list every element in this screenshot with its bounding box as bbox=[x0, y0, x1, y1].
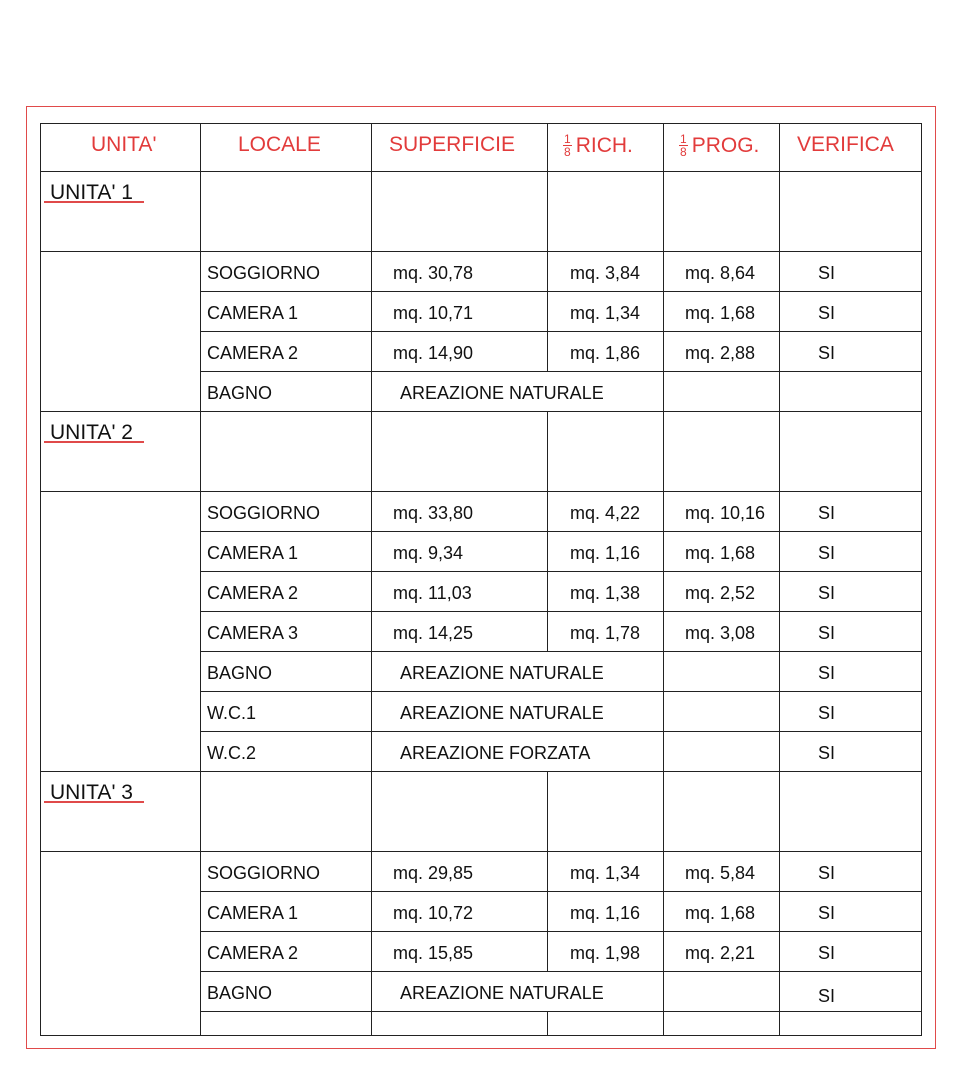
cell-verifica: SI bbox=[818, 623, 836, 643]
grid-line bbox=[779, 1011, 780, 1036]
grid-line bbox=[200, 971, 922, 972]
grid-line bbox=[200, 931, 922, 932]
grid-line bbox=[779, 891, 780, 931]
grid-line bbox=[663, 291, 664, 331]
grid-line bbox=[40, 251, 922, 252]
grid-line bbox=[371, 251, 372, 291]
cell-prog: mq. 1,68 bbox=[685, 903, 756, 923]
grid-line bbox=[200, 731, 922, 732]
cell-superficie: mq. 9,34 bbox=[393, 543, 464, 563]
grid-line bbox=[371, 691, 372, 731]
cell-rich: mq. 1,34 bbox=[570, 303, 641, 323]
cell-rich: mq. 4,22 bbox=[570, 503, 641, 523]
cell-prog: mq. 2,52 bbox=[685, 583, 756, 603]
grid-line bbox=[663, 571, 664, 611]
grid-line bbox=[200, 651, 201, 691]
header-verifica: VERIFICA bbox=[797, 133, 894, 156]
cell-prog: mq. 1,68 bbox=[685, 543, 756, 563]
grid-line bbox=[200, 1011, 922, 1012]
cell-locale: BAGNO bbox=[207, 663, 273, 683]
cell-superficie: mq. 10,72 bbox=[393, 903, 474, 923]
cell-rich: mq. 1,98 bbox=[570, 943, 641, 963]
cell-note: AREAZIONE NATURALE bbox=[400, 703, 604, 723]
cell-verifica: SI bbox=[818, 703, 836, 723]
cell-verifica: SI bbox=[818, 543, 836, 563]
grid-line bbox=[663, 931, 664, 971]
grid-line bbox=[200, 891, 201, 931]
grid-line bbox=[200, 291, 201, 331]
grid-line bbox=[547, 251, 548, 291]
grid-line bbox=[663, 691, 664, 731]
grid-line bbox=[547, 123, 548, 171]
grid-line bbox=[40, 851, 922, 852]
unit-label: UNITA' 3 bbox=[50, 781, 133, 804]
cell-note: AREAZIONE NATURALE bbox=[400, 983, 604, 1003]
grid-line bbox=[371, 771, 372, 851]
header-prog: $\frac{1}{8}$ PROG. bbox=[680, 132, 760, 159]
grid-line bbox=[547, 491, 548, 531]
grid-line bbox=[371, 891, 372, 931]
cell-note: AREAZIONE FORZATA bbox=[400, 743, 591, 763]
grid-line bbox=[200, 611, 201, 651]
grid-line bbox=[40, 171, 922, 172]
cell-rich: mq. 3,84 bbox=[570, 263, 641, 283]
cell-locale: BAGNO bbox=[207, 983, 273, 1003]
grid-line bbox=[371, 123, 372, 171]
header-rich: $\frac{1}{8}$ RICH. bbox=[564, 132, 633, 159]
grid-line bbox=[663, 611, 664, 651]
grid-line bbox=[40, 491, 922, 492]
cell-superficie: mq. 15,85 bbox=[393, 943, 474, 963]
grid-line bbox=[547, 891, 548, 931]
fraction-one-eighth: $\frac{1}{8}$ bbox=[564, 132, 571, 159]
cell-locale: CAMERA 1 bbox=[207, 903, 299, 923]
cell-locale: CAMERA 2 bbox=[207, 583, 299, 603]
grid-line bbox=[663, 171, 664, 251]
grid-line bbox=[200, 571, 201, 611]
cell-verifica: SI bbox=[818, 263, 836, 283]
grid-line bbox=[779, 571, 780, 611]
cell-verifica: SI bbox=[818, 503, 836, 523]
cell-verifica: SI bbox=[818, 986, 836, 1006]
cell-superficie: mq. 30,78 bbox=[393, 263, 474, 283]
cell-locale: CAMERA 3 bbox=[207, 623, 299, 643]
grid-line bbox=[663, 123, 664, 171]
grid-line bbox=[371, 651, 372, 691]
grid-line bbox=[663, 1011, 664, 1036]
unit-label-underline bbox=[44, 201, 144, 203]
cell-prog: mq. 1,68 bbox=[685, 303, 756, 323]
verification-table bbox=[40, 123, 922, 1036]
grid-line bbox=[371, 1011, 372, 1036]
grid-line bbox=[200, 491, 201, 531]
cell-locale: W.C.2 bbox=[207, 743, 257, 763]
grid-line bbox=[779, 971, 780, 1011]
cell-rich: mq. 1,16 bbox=[570, 543, 641, 563]
grid-line bbox=[779, 411, 780, 491]
cell-locale: SOGGIORNO bbox=[207, 503, 321, 523]
grid-line bbox=[547, 611, 548, 651]
grid-line bbox=[547, 1011, 548, 1036]
grid-line bbox=[200, 771, 201, 851]
grid-line bbox=[779, 123, 780, 171]
cell-superficie: mq. 10,71 bbox=[393, 303, 474, 323]
unit-label-underline bbox=[44, 801, 144, 803]
grid-line bbox=[371, 291, 372, 331]
grid-line bbox=[663, 651, 664, 691]
fraction-one-eighth: $\frac{1}{8}$ bbox=[680, 132, 687, 159]
grid-line bbox=[663, 851, 664, 891]
grid-line bbox=[371, 931, 372, 971]
cell-prog: mq. 8,64 bbox=[685, 263, 756, 283]
grid-line bbox=[547, 291, 548, 331]
grid-line bbox=[779, 331, 780, 371]
grid-line bbox=[371, 531, 372, 571]
cell-locale: CAMERA 2 bbox=[207, 343, 299, 363]
grid-line bbox=[779, 611, 780, 651]
grid-line bbox=[779, 171, 780, 251]
grid-line bbox=[663, 251, 664, 291]
cell-rich: mq. 1,34 bbox=[570, 863, 641, 883]
grid-line bbox=[371, 611, 372, 651]
grid-line bbox=[547, 851, 548, 891]
grid-line bbox=[200, 123, 201, 171]
cell-superficie: mq. 14,25 bbox=[393, 623, 474, 643]
grid-line bbox=[200, 331, 922, 332]
cell-verifica: SI bbox=[818, 943, 836, 963]
grid-line bbox=[779, 691, 780, 731]
cell-locale: SOGGIORNO bbox=[207, 863, 321, 883]
grid-line bbox=[371, 571, 372, 611]
grid-line bbox=[200, 371, 201, 411]
cell-verifica: SI bbox=[818, 903, 836, 923]
cell-locale: CAMERA 1 bbox=[207, 543, 299, 563]
cell-locale: BAGNO bbox=[207, 383, 273, 403]
cell-superficie: mq. 14,90 bbox=[393, 343, 474, 363]
grid-line bbox=[200, 731, 201, 771]
grid-line bbox=[200, 531, 201, 571]
cell-rich: mq. 1,16 bbox=[570, 903, 641, 923]
cell-superficie: mq. 29,85 bbox=[393, 863, 474, 883]
cell-verifica: SI bbox=[818, 343, 836, 363]
grid-line bbox=[663, 411, 664, 491]
grid-line bbox=[547, 771, 548, 851]
cell-prog: mq. 10,16 bbox=[685, 503, 766, 523]
grid-line bbox=[200, 291, 922, 292]
grid-line bbox=[779, 491, 780, 531]
grid-line bbox=[200, 331, 201, 371]
grid-line bbox=[547, 171, 548, 251]
grid-line bbox=[663, 331, 664, 371]
cell-locale: SOGGIORNO bbox=[207, 263, 321, 283]
cell-locale: CAMERA 1 bbox=[207, 303, 299, 323]
cell-verifica: SI bbox=[818, 583, 836, 603]
cell-verifica: SI bbox=[818, 863, 836, 883]
grid-line bbox=[200, 411, 201, 491]
grid-line bbox=[200, 611, 922, 612]
cell-superficie: mq. 33,80 bbox=[393, 503, 474, 523]
grid-line bbox=[663, 771, 664, 851]
grid-line bbox=[547, 331, 548, 371]
grid-line bbox=[663, 531, 664, 571]
grid-line bbox=[40, 411, 922, 412]
header-unita: UNITA' bbox=[91, 133, 157, 156]
cell-prog: mq. 2,88 bbox=[685, 343, 756, 363]
grid-line bbox=[779, 651, 780, 691]
grid-line bbox=[779, 291, 780, 331]
grid-line bbox=[200, 531, 922, 532]
grid-line bbox=[663, 731, 664, 771]
grid-line bbox=[371, 491, 372, 531]
grid-line bbox=[200, 971, 201, 1011]
grid-line bbox=[200, 851, 201, 891]
unit-label-underline bbox=[44, 441, 144, 443]
grid-line bbox=[547, 411, 548, 491]
grid-line bbox=[547, 571, 548, 611]
cell-locale: CAMERA 2 bbox=[207, 943, 299, 963]
cell-locale: W.C.1 bbox=[207, 703, 257, 723]
grid-line bbox=[200, 171, 201, 251]
grid-line bbox=[200, 691, 201, 731]
grid-line bbox=[779, 851, 780, 891]
grid-line bbox=[200, 371, 922, 372]
grid-line bbox=[371, 371, 372, 411]
cell-verifica: SI bbox=[818, 743, 836, 763]
grid-line bbox=[371, 851, 372, 891]
grid-line bbox=[371, 171, 372, 251]
grid-line bbox=[779, 251, 780, 291]
grid-line bbox=[200, 1011, 201, 1036]
grid-line bbox=[200, 571, 922, 572]
grid-line bbox=[663, 371, 664, 411]
grid-line bbox=[371, 731, 372, 771]
grid-line bbox=[371, 971, 372, 1011]
cell-note: AREAZIONE NATURALE bbox=[400, 663, 604, 683]
cell-note: AREAZIONE NATURALE bbox=[400, 383, 604, 403]
cell-prog: mq. 3,08 bbox=[685, 623, 756, 643]
cell-verifica: SI bbox=[818, 303, 836, 323]
header-superficie: SUPERFICIE bbox=[389, 133, 516, 156]
grid-line bbox=[200, 691, 922, 692]
cell-verifica: SI bbox=[818, 663, 836, 683]
cell-rich: mq. 1,78 bbox=[570, 623, 641, 643]
cell-rich: mq. 1,38 bbox=[570, 583, 641, 603]
grid-line bbox=[371, 331, 372, 371]
cell-prog: mq. 5,84 bbox=[685, 863, 756, 883]
grid-line bbox=[371, 411, 372, 491]
grid-line bbox=[663, 971, 664, 1011]
cell-superficie: mq. 11,03 bbox=[393, 583, 472, 603]
grid-line bbox=[200, 891, 922, 892]
grid-line bbox=[779, 531, 780, 571]
unit-label: UNITA' 1 bbox=[50, 181, 133, 204]
grid-line bbox=[547, 531, 548, 571]
grid-line bbox=[200, 251, 201, 291]
grid-line bbox=[779, 371, 780, 411]
header-locale: LOCALE bbox=[238, 133, 321, 156]
grid-line bbox=[779, 771, 780, 851]
grid-line bbox=[200, 651, 922, 652]
grid-line bbox=[779, 931, 780, 971]
grid-line bbox=[663, 491, 664, 531]
cell-prog: mq. 2,21 bbox=[685, 943, 756, 963]
grid-line bbox=[663, 891, 664, 931]
grid-line bbox=[547, 931, 548, 971]
grid-line bbox=[779, 731, 780, 771]
grid-line bbox=[40, 771, 922, 772]
cell-rich: mq. 1,86 bbox=[570, 343, 641, 363]
unit-label: UNITA' 2 bbox=[50, 421, 133, 444]
grid-line bbox=[200, 931, 201, 971]
